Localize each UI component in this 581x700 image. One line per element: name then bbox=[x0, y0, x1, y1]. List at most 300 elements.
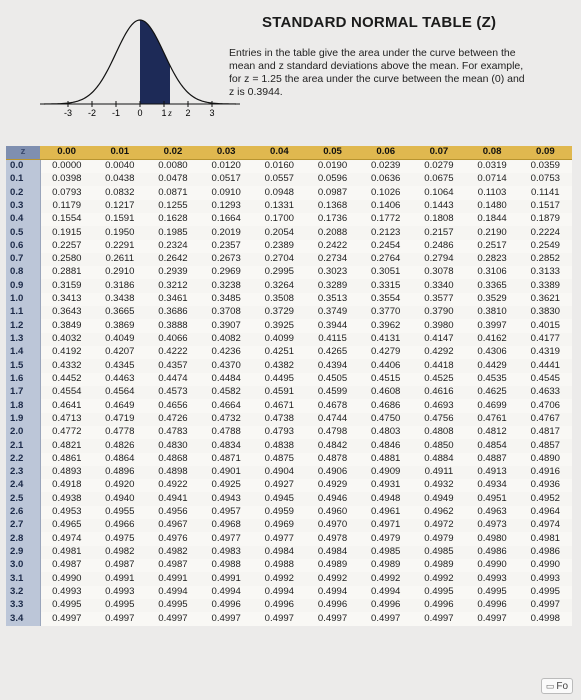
table-cell: 0.2642 bbox=[146, 253, 199, 266]
table-cell: 0.3830 bbox=[519, 306, 572, 319]
table-cell: 0.4719 bbox=[93, 413, 146, 426]
table-body bbox=[6, 159, 572, 626]
table-cell: 0.4959 bbox=[253, 506, 306, 519]
table-cell: 0.4938 bbox=[40, 492, 93, 505]
table-cell: 0.4887 bbox=[466, 453, 519, 466]
table-cell: 0.4994 bbox=[200, 586, 253, 599]
table-cell: 0.3508 bbox=[253, 293, 306, 306]
z-value: 1.3 bbox=[6, 333, 40, 346]
table-cell: 0.4941 bbox=[146, 492, 199, 505]
table-cell: 0.2995 bbox=[253, 266, 306, 279]
table-cell: 0.4868 bbox=[146, 453, 199, 466]
table-cell: 0.2734 bbox=[306, 253, 359, 266]
table-cell: 0.4995 bbox=[519, 586, 572, 599]
table-cell: 0.4967 bbox=[146, 519, 199, 532]
z-value: 2.5 bbox=[6, 492, 40, 505]
table-cell: 0.4968 bbox=[200, 519, 253, 532]
table-description: Entries in the table give the area under the curve between the mean and z standard deviations above the mean. For example, for z = 1.25 the area under the curve between the mean (0) and z is 0.3944. bbox=[229, 47, 525, 98]
table-cell: 0.0714 bbox=[466, 173, 519, 186]
table-cell: 0.4441 bbox=[519, 359, 572, 372]
table-cell: 0.2324 bbox=[146, 240, 199, 253]
table-cell: 0.4357 bbox=[146, 359, 199, 372]
table-cell: 0.3023 bbox=[306, 266, 359, 279]
table-row bbox=[6, 306, 572, 319]
table-cell: 0.4994 bbox=[306, 586, 359, 599]
table-cell: 0.4236 bbox=[200, 346, 253, 359]
table-cell: 0.4995 bbox=[40, 599, 93, 612]
table-row bbox=[6, 293, 572, 306]
table-cell: 0.3577 bbox=[412, 293, 465, 306]
table-cell: 0.4997 bbox=[359, 612, 412, 626]
z-value: 3.0 bbox=[6, 559, 40, 572]
table-cell: 0.4821 bbox=[40, 439, 93, 452]
table-cell: 0.4251 bbox=[253, 346, 306, 359]
table-row bbox=[6, 612, 572, 626]
table-cell: 0.4988 bbox=[253, 559, 306, 572]
table-row bbox=[6, 186, 572, 199]
table-cell: 0.2422 bbox=[306, 240, 359, 253]
table-cell: 0.4633 bbox=[519, 386, 572, 399]
table-cell: 0.4906 bbox=[306, 466, 359, 479]
column-header: 0.07 bbox=[412, 146, 465, 159]
table-cell: 0.4772 bbox=[40, 426, 93, 439]
table-cell: 0.4564 bbox=[93, 386, 146, 399]
table-cell: 0.3962 bbox=[359, 319, 412, 332]
table-cell: 0.4713 bbox=[40, 413, 93, 426]
table-cell: 0.4997 bbox=[146, 612, 199, 626]
table-cell: 0.4406 bbox=[359, 359, 412, 372]
table-cell: 0.2123 bbox=[359, 226, 412, 239]
table-cell: 0.3770 bbox=[359, 306, 412, 319]
column-header: 0.02 bbox=[146, 146, 199, 159]
z-value: 0.9 bbox=[6, 279, 40, 292]
axis-tick-label: 1 bbox=[161, 108, 167, 118]
table-cell: 0.4641 bbox=[40, 399, 93, 412]
table-cell: 0.4319 bbox=[519, 346, 572, 359]
z-value: 0.2 bbox=[6, 186, 40, 199]
table-cell: 0.0359 bbox=[519, 159, 572, 173]
table-cell: 0.3315 bbox=[359, 279, 412, 292]
z-value: 0.4 bbox=[6, 213, 40, 226]
table-cell: 0.2794 bbox=[412, 253, 465, 266]
table-cell: 0.2019 bbox=[200, 226, 253, 239]
table-cell: 0.4750 bbox=[359, 413, 412, 426]
table-cell: 0.4982 bbox=[93, 546, 146, 559]
table-cell: 0.3643 bbox=[40, 306, 93, 319]
table-cell: 0.4981 bbox=[40, 546, 93, 559]
table-cell: 0.4982 bbox=[146, 546, 199, 559]
table-cell: 0.4998 bbox=[519, 612, 572, 626]
table-cell: 0.2704 bbox=[253, 253, 306, 266]
table-cell: 0.1772 bbox=[359, 213, 412, 226]
table-row bbox=[6, 159, 572, 173]
table-cell: 0.4965 bbox=[40, 519, 93, 532]
table-cell: 0.2852 bbox=[519, 253, 572, 266]
table-cell: 0.4222 bbox=[146, 346, 199, 359]
table-row bbox=[6, 599, 572, 612]
table-cell: 0.2357 bbox=[200, 240, 253, 253]
table-cell: 0.4985 bbox=[359, 546, 412, 559]
table-cell: 0.3513 bbox=[306, 293, 359, 306]
table-cell: 0.1915 bbox=[40, 226, 93, 239]
table-row bbox=[6, 586, 572, 599]
table-cell: 0.4082 bbox=[200, 333, 253, 346]
table-cell: 0.4975 bbox=[93, 532, 146, 545]
table-cell: 0.3413 bbox=[40, 293, 93, 306]
table-cell: 0.2549 bbox=[519, 240, 572, 253]
table-cell: 0.3438 bbox=[93, 293, 146, 306]
table-cell: 0.4932 bbox=[412, 479, 465, 492]
table-row bbox=[6, 386, 572, 399]
axis-tick-label: 2 bbox=[185, 108, 191, 118]
table-cell: 0.4934 bbox=[466, 479, 519, 492]
table-cell: 0.3708 bbox=[200, 306, 253, 319]
table-cell: 0.2910 bbox=[93, 266, 146, 279]
table-cell: 0.4920 bbox=[93, 479, 146, 492]
table-cell: 0.4706 bbox=[519, 399, 572, 412]
table-cell: 0.4979 bbox=[412, 532, 465, 545]
table-cell: 0.4974 bbox=[40, 532, 93, 545]
table-cell: 0.2454 bbox=[359, 240, 412, 253]
table-cell: 0.1808 bbox=[412, 213, 465, 226]
table-cell: 0.4987 bbox=[146, 559, 199, 572]
table-cell: 0.0557 bbox=[253, 173, 306, 186]
column-header-row bbox=[6, 146, 572, 159]
table-cell: 0.4192 bbox=[40, 346, 93, 359]
table-cell: 0.4989 bbox=[306, 559, 359, 572]
axis-tick-label: -2 bbox=[87, 108, 97, 118]
table-cell: 0.3925 bbox=[253, 319, 306, 332]
table-cell: 0.4909 bbox=[359, 466, 412, 479]
z-value: 1.0 bbox=[6, 293, 40, 306]
table-cell: 0.3686 bbox=[146, 306, 199, 319]
table-cell: 0.4991 bbox=[200, 572, 253, 585]
table-cell: 0.4898 bbox=[146, 466, 199, 479]
table-cell: 0.4966 bbox=[93, 519, 146, 532]
table-cell: 0.4949 bbox=[412, 492, 465, 505]
z-table bbox=[6, 146, 572, 626]
z-marker-label: z bbox=[168, 108, 172, 118]
column-header: 0.08 bbox=[466, 146, 519, 159]
z-value: 0.1 bbox=[6, 173, 40, 186]
table-cell: 0.4913 bbox=[466, 466, 519, 479]
table-cell: 0.1368 bbox=[306, 200, 359, 213]
table-cell: 0.0910 bbox=[200, 186, 253, 199]
z-value: 1.8 bbox=[6, 399, 40, 412]
table-row bbox=[6, 559, 572, 572]
table-row bbox=[6, 226, 572, 239]
column-header: 0.04 bbox=[253, 146, 306, 159]
table-cell: 0.0871 bbox=[146, 186, 199, 199]
table-cell: 0.3238 bbox=[200, 279, 253, 292]
table-cell: 0.3554 bbox=[359, 293, 412, 306]
table-cell: 0.4463 bbox=[93, 373, 146, 386]
table-cell: 0.3907 bbox=[200, 319, 253, 332]
z-value: 2.4 bbox=[6, 479, 40, 492]
table-cell: 0.4896 bbox=[93, 466, 146, 479]
table-cell: 0.3264 bbox=[253, 279, 306, 292]
table-cell: 0.2939 bbox=[146, 266, 199, 279]
table-cell: 0.4996 bbox=[412, 599, 465, 612]
table-cell: 0.4984 bbox=[306, 546, 359, 559]
table-cell: 0.2190 bbox=[466, 226, 519, 239]
table-cell: 0.4826 bbox=[93, 439, 146, 452]
table-cell: 0.3051 bbox=[359, 266, 412, 279]
table-cell: 0.4756 bbox=[412, 413, 465, 426]
table-row bbox=[6, 253, 572, 266]
table-cell: 0.1591 bbox=[93, 213, 146, 226]
table-cell: 0.4993 bbox=[93, 586, 146, 599]
table-cell: 0.2257 bbox=[40, 240, 93, 253]
table-cell: 0.4279 bbox=[359, 346, 412, 359]
table-cell: 0.4846 bbox=[359, 439, 412, 452]
table-cell: 0.4973 bbox=[466, 519, 519, 532]
table-row bbox=[6, 359, 572, 372]
table-cell: 0.4834 bbox=[200, 439, 253, 452]
table-row bbox=[6, 519, 572, 532]
table-cell: 0.4994 bbox=[146, 586, 199, 599]
shaded-area bbox=[140, 20, 170, 104]
column-header: 0.01 bbox=[93, 146, 146, 159]
table-cell: 0.2580 bbox=[40, 253, 93, 266]
z-value: 0.3 bbox=[6, 200, 40, 213]
table-cell: 0.4871 bbox=[200, 453, 253, 466]
table-cell: 0.2517 bbox=[466, 240, 519, 253]
table-cell: 0.4608 bbox=[359, 386, 412, 399]
table-cell: 0.4177 bbox=[519, 333, 572, 346]
axis-tick-label: -3 bbox=[63, 108, 73, 118]
table-cell: 0.4980 bbox=[466, 532, 519, 545]
table-row bbox=[6, 373, 572, 386]
table-cell: 0.2823 bbox=[466, 253, 519, 266]
column-header: 0.09 bbox=[519, 146, 572, 159]
table-cell: 0.4761 bbox=[466, 413, 519, 426]
corner-button[interactable] bbox=[541, 678, 573, 694]
table-cell: 0.4997 bbox=[519, 599, 572, 612]
table-cell: 0.4990 bbox=[519, 559, 572, 572]
table-cell: 0.4671 bbox=[253, 399, 306, 412]
table-cell: 0.1255 bbox=[146, 200, 199, 213]
table-cell: 0.3289 bbox=[306, 279, 359, 292]
table-cell: 0.1844 bbox=[466, 213, 519, 226]
table-cell: 0.4952 bbox=[519, 492, 572, 505]
table-cell: 0.4066 bbox=[146, 333, 199, 346]
table-cell: 0.4515 bbox=[359, 373, 412, 386]
table-cell: 0.4554 bbox=[40, 386, 93, 399]
table-cell: 0.2764 bbox=[359, 253, 412, 266]
table-cell: 0.4838 bbox=[253, 439, 306, 452]
table-row bbox=[6, 479, 572, 492]
table-cell: 0.0040 bbox=[93, 159, 146, 173]
table-cell: 0.4945 bbox=[253, 492, 306, 505]
table-cell: 0.4345 bbox=[93, 359, 146, 372]
table-cell: 0.4394 bbox=[306, 359, 359, 372]
z-value: 3.1 bbox=[6, 572, 40, 585]
table-row bbox=[6, 346, 572, 359]
table-cell: 0.1406 bbox=[359, 200, 412, 213]
table-cell: 0.1554 bbox=[40, 213, 93, 226]
z-value: 2.6 bbox=[6, 506, 40, 519]
table-cell: 0.4992 bbox=[253, 572, 306, 585]
table-cell: 0.4997 bbox=[253, 612, 306, 626]
normal-curve-diagram bbox=[40, 12, 240, 122]
z-value: 0.7 bbox=[6, 253, 40, 266]
table-cell: 0.3869 bbox=[93, 319, 146, 332]
table-cell: 0.0438 bbox=[93, 173, 146, 186]
table-cell: 0.4997 bbox=[93, 612, 146, 626]
table-cell: 0.4817 bbox=[519, 426, 572, 439]
table-cell: 0.3997 bbox=[466, 319, 519, 332]
table-cell: 0.1985 bbox=[146, 226, 199, 239]
table-cell: 0.1103 bbox=[466, 186, 519, 199]
table-cell: 0.4993 bbox=[519, 572, 572, 585]
table-cell: 0.4996 bbox=[253, 599, 306, 612]
table-cell: 0.3485 bbox=[200, 293, 253, 306]
table-cell: 0.0675 bbox=[412, 173, 465, 186]
table-cell: 0.4505 bbox=[306, 373, 359, 386]
table-cell: 0.1217 bbox=[93, 200, 146, 213]
table-row bbox=[6, 532, 572, 545]
table-cell: 0.4983 bbox=[200, 546, 253, 559]
table-cell: 0.4953 bbox=[40, 506, 93, 519]
table-cell: 0.2157 bbox=[412, 226, 465, 239]
axis-tick-label: 0 bbox=[137, 108, 143, 118]
table-cell: 0.3621 bbox=[519, 293, 572, 306]
table-cell: 0.3212 bbox=[146, 279, 199, 292]
table-cell: 0.4994 bbox=[253, 586, 306, 599]
table-cell: 0.2291 bbox=[93, 240, 146, 253]
table-cell: 0.1293 bbox=[200, 200, 253, 213]
table-cell: 0.3078 bbox=[412, 266, 465, 279]
table-cell: 0.3159 bbox=[40, 279, 93, 292]
table-cell: 0.1700 bbox=[253, 213, 306, 226]
table-cell: 0.4370 bbox=[200, 359, 253, 372]
table-cell: 0.4995 bbox=[412, 586, 465, 599]
table-cell: 0.4997 bbox=[412, 612, 465, 626]
z-value: 1.1 bbox=[6, 306, 40, 319]
table-cell: 0.4861 bbox=[40, 453, 93, 466]
table-row bbox=[6, 426, 572, 439]
z-value: 2.8 bbox=[6, 532, 40, 545]
table-cell: 0.4890 bbox=[519, 453, 572, 466]
table-cell: 0.1141 bbox=[519, 186, 572, 199]
table-cell: 0.4625 bbox=[466, 386, 519, 399]
table-cell: 0.4726 bbox=[146, 413, 199, 426]
table-cell: 0.4099 bbox=[253, 333, 306, 346]
table-cell: 0.2224 bbox=[519, 226, 572, 239]
table-row bbox=[6, 333, 572, 346]
column-header: 0.03 bbox=[200, 146, 253, 159]
table-cell: 0.0120 bbox=[200, 159, 253, 173]
table-cell: 0.3133 bbox=[519, 266, 572, 279]
table-cell: 0.0319 bbox=[466, 159, 519, 173]
table-cell: 0.4306 bbox=[466, 346, 519, 359]
table-cell: 0.0190 bbox=[306, 159, 359, 173]
table-cell: 0.4699 bbox=[466, 399, 519, 412]
table-cell: 0.4656 bbox=[146, 399, 199, 412]
table-cell: 0.4948 bbox=[359, 492, 412, 505]
table-cell: 0.4986 bbox=[519, 546, 572, 559]
table-cell: 0.3749 bbox=[306, 306, 359, 319]
table-cell: 0.4582 bbox=[200, 386, 253, 399]
table-cell: 0.4977 bbox=[200, 532, 253, 545]
table-cell: 0.1331 bbox=[253, 200, 306, 213]
table-cell: 0.4922 bbox=[146, 479, 199, 492]
z-value: 2.9 bbox=[6, 546, 40, 559]
table-row bbox=[6, 266, 572, 279]
table-cell: 0.4990 bbox=[466, 559, 519, 572]
table-cell: 0.4893 bbox=[40, 466, 93, 479]
table-cell: 0.4987 bbox=[40, 559, 93, 572]
table-row bbox=[6, 453, 572, 466]
table-cell: 0.4382 bbox=[253, 359, 306, 372]
table-cell: 0.4842 bbox=[306, 439, 359, 452]
corner-button-label: Fo bbox=[556, 680, 569, 692]
table-cell: 0.4857 bbox=[519, 439, 572, 452]
table-cell: 0.4951 bbox=[466, 492, 519, 505]
table-cell: 0.2969 bbox=[200, 266, 253, 279]
table-cell: 0.4993 bbox=[40, 586, 93, 599]
table-cell: 0.1736 bbox=[306, 213, 359, 226]
table-cell: 0.4997 bbox=[466, 612, 519, 626]
table-cell: 0.0080 bbox=[146, 159, 199, 173]
column-header: 0.06 bbox=[359, 146, 412, 159]
table-cell: 0.0000 bbox=[40, 159, 93, 173]
z-value: 2.0 bbox=[6, 426, 40, 439]
table-cell: 0.4812 bbox=[466, 426, 519, 439]
column-header: 0.00 bbox=[40, 146, 93, 159]
table-cell: 0.4788 bbox=[200, 426, 253, 439]
table-cell: 0.2088 bbox=[306, 226, 359, 239]
table-cell: 0.4970 bbox=[306, 519, 359, 532]
z-value: 2.7 bbox=[6, 519, 40, 532]
table-cell: 0.4049 bbox=[93, 333, 146, 346]
table-row bbox=[6, 200, 572, 213]
table-row bbox=[6, 506, 572, 519]
table-cell: 0.4545 bbox=[519, 373, 572, 386]
table-cell: 0.4875 bbox=[253, 453, 306, 466]
table-cell: 0.0517 bbox=[200, 173, 253, 186]
table-cell: 0.2611 bbox=[93, 253, 146, 266]
table-cell: 0.2389 bbox=[253, 240, 306, 253]
table-cell: 0.4960 bbox=[306, 506, 359, 519]
table-cell: 0.4977 bbox=[253, 532, 306, 545]
table-cell: 0.4738 bbox=[253, 413, 306, 426]
window-icon: ▭ bbox=[545, 680, 555, 691]
table-cell: 0.0948 bbox=[253, 186, 306, 199]
table-cell: 0.4525 bbox=[412, 373, 465, 386]
table-cell: 0.4664 bbox=[200, 399, 253, 412]
z-value: 3.3 bbox=[6, 599, 40, 612]
z-value: 2.3 bbox=[6, 466, 40, 479]
table-cell: 0.4985 bbox=[412, 546, 465, 559]
table-cell: 0.4987 bbox=[93, 559, 146, 572]
table-cell: 0.4943 bbox=[200, 492, 253, 505]
table-cell: 0.4988 bbox=[200, 559, 253, 572]
table-cell: 0.1628 bbox=[146, 213, 199, 226]
table-cell: 0.4976 bbox=[146, 532, 199, 545]
table-cell: 0.4830 bbox=[146, 439, 199, 452]
z-value: 1.7 bbox=[6, 386, 40, 399]
table-cell: 0.4767 bbox=[519, 413, 572, 426]
table-cell: 0.4265 bbox=[306, 346, 359, 359]
table-cell: 0.4798 bbox=[306, 426, 359, 439]
table-row bbox=[6, 492, 572, 505]
table-cell: 0.3888 bbox=[146, 319, 199, 332]
table-cell: 0.3944 bbox=[306, 319, 359, 332]
table-cell: 0.4418 bbox=[412, 359, 465, 372]
table-cell: 0.4115 bbox=[306, 333, 359, 346]
